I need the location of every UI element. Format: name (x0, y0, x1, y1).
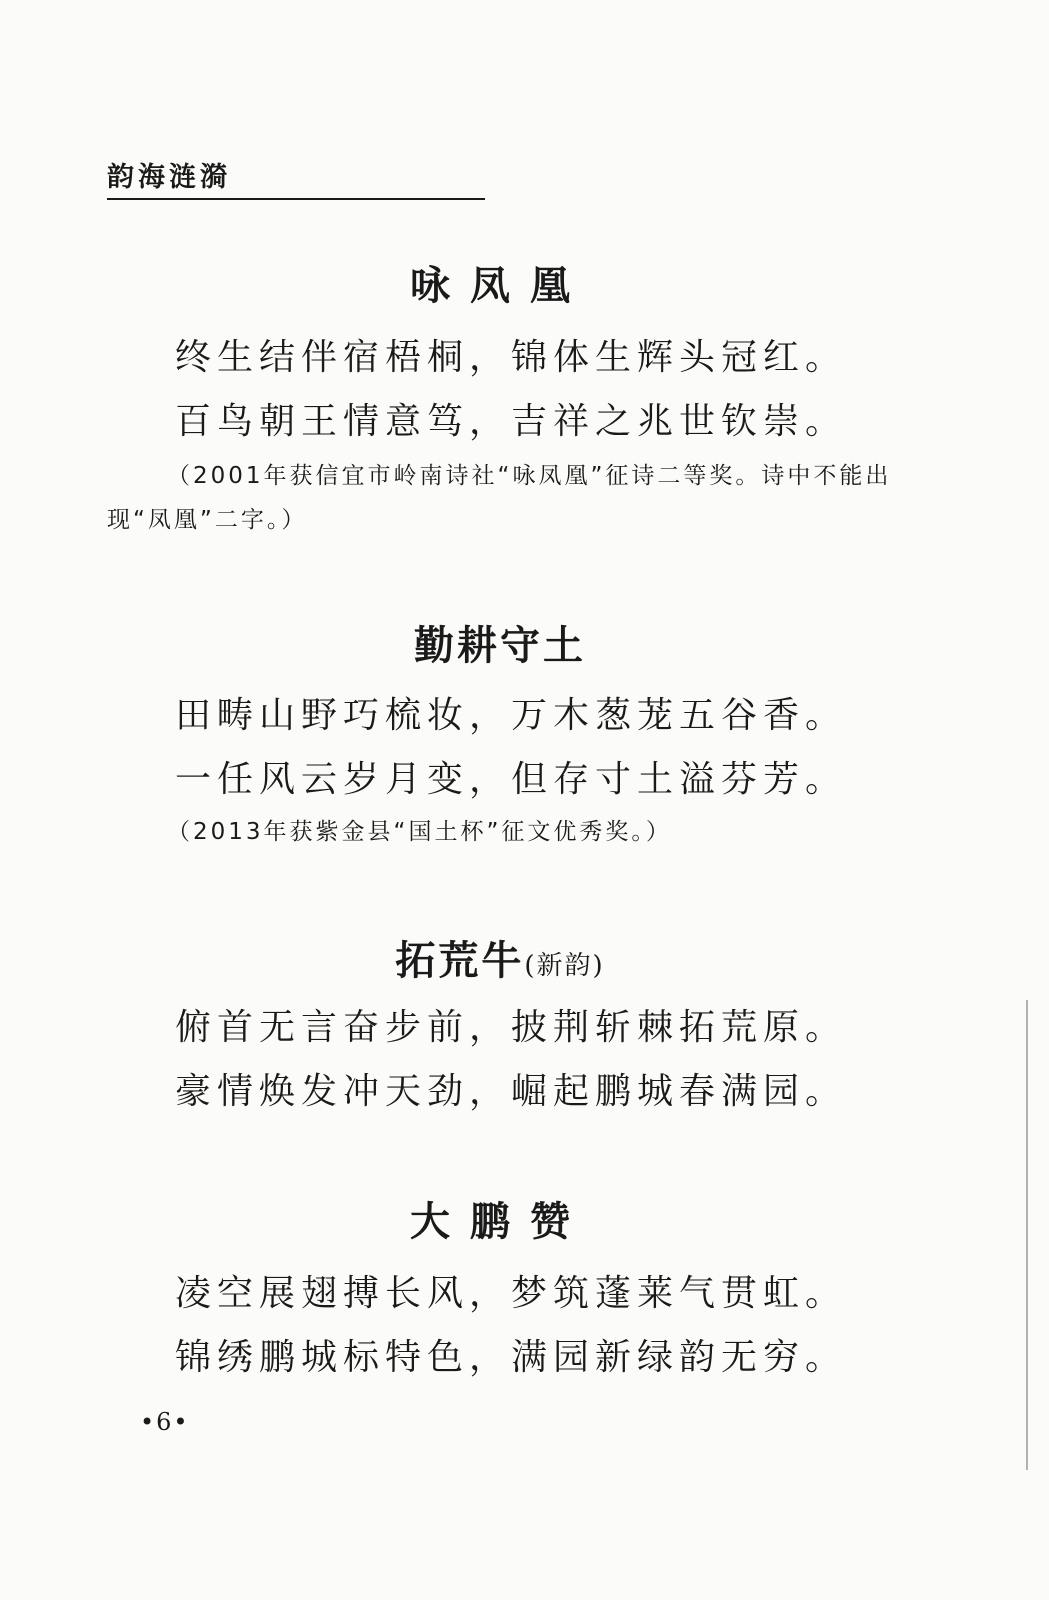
poem-title-1: 咏凤凰 (410, 263, 590, 309)
poem-title-3-text: 拓荒牛 (395, 938, 525, 984)
poem-4-line-1: 凌空展翅搏长风，梦筑蓬莱气贯虹。 (175, 1273, 848, 1314)
poem-title-3-suffix: (新韵) (524, 951, 605, 981)
poem-3-line-1: 俯首无言奋步前，披荆斩棘拓荒原。 (175, 1007, 848, 1048)
page-edge-shadow (1026, 1000, 1028, 1470)
poem-title-3 (0, 935, 1000, 992)
poem-2-note: （2013年获紫金县“国土杯”征文优秀奖。） (167, 819, 672, 845)
page-number: •6• (140, 1408, 190, 1436)
poem-2-line-1: 田畴山野巧梳妆，万木葱茏五谷香。 (175, 695, 848, 736)
poem-1-note: （2001年获信宜市岭南诗社“咏凤凰”征诗二等奖。诗中不能出现“凤凰”二字。） (107, 463, 892, 533)
poem-3-line-2: 豪情焕发冲天劲，崛起鹏城春满园。 (175, 1071, 848, 1112)
poem-title-2: 勤耕守土 (414, 623, 586, 669)
running-head: 韵海涟漪 (107, 160, 485, 200)
poem-1-line-2: 百鸟朝王情意笃，吉祥之兆世钦崇。 (175, 401, 848, 442)
poem-4-line-2: 锦绣鹏城标特色，满园新绿韵无穷。 (175, 1337, 848, 1378)
poem-2-line-2: 一任风云岁月变，但存寸土溢芬芳。 (175, 759, 848, 800)
poem-1-line-1: 终生结伴宿梧桐，锦体生辉头冠红。 (175, 337, 848, 378)
poem-title-4: 大鹏赞 (410, 1199, 590, 1245)
